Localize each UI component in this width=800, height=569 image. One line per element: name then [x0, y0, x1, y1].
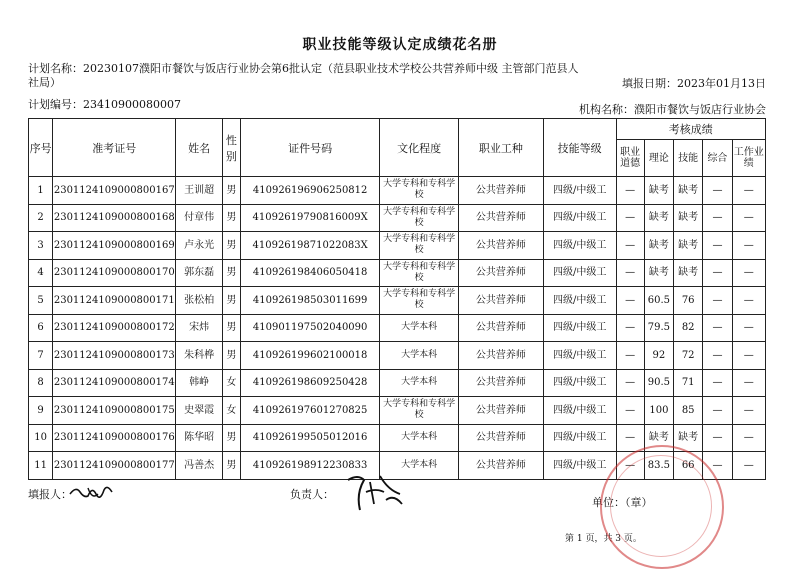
- cell-exam-no: 2301124109000800174: [53, 369, 176, 397]
- table-row: [29, 314, 766, 342]
- cell-work: —: [732, 342, 765, 370]
- cell-education: 大学专科和专科学校: [380, 397, 459, 425]
- cell-gender: 男: [222, 204, 240, 232]
- header-skill: 技能: [674, 140, 703, 177]
- cell-seq: 5: [29, 287, 53, 315]
- unit-seal-label: 单位：（章）: [592, 496, 653, 509]
- official-seal-stamp: [600, 445, 724, 569]
- cell-gender: 女: [222, 369, 240, 397]
- fill-date: 填报日期：2023年01月13日: [622, 77, 766, 90]
- cell-theory: 缺考: [644, 177, 673, 205]
- cell-ethics: —: [616, 259, 644, 287]
- cell-level: 四级/中级工: [543, 342, 616, 370]
- cell-id-no: 410926196906250812: [240, 177, 379, 205]
- header-work: 工作业绩: [732, 140, 765, 177]
- cell-overall: —: [703, 369, 732, 397]
- cell-exam-no: 2301124109000800170: [53, 259, 176, 287]
- cell-work: —: [732, 259, 765, 287]
- cell-ethics: —: [616, 314, 644, 342]
- seal-inner-ring: [610, 455, 712, 557]
- cell-skill: 66: [674, 452, 703, 480]
- cell-name: 史翠霞: [176, 397, 222, 425]
- cell-work: —: [732, 204, 765, 232]
- cell-gender: 女: [222, 397, 240, 425]
- cell-occupation: 公共营养师: [459, 452, 544, 480]
- cell-seq: 8: [29, 369, 53, 397]
- cell-seq: 11: [29, 452, 53, 480]
- cell-level: 四级/中级工: [543, 452, 616, 480]
- cell-level: 四级/中级工: [543, 314, 616, 342]
- cell-skill: 82: [674, 314, 703, 342]
- cell-gender: 男: [222, 287, 240, 315]
- document-title: 职业技能等级认定成绩花名册: [302, 37, 498, 53]
- cell-exam-no: 2301124109000800167: [53, 177, 176, 205]
- cell-occupation: 公共营养师: [459, 204, 544, 232]
- cell-name: 冯善杰: [176, 452, 222, 480]
- cell-level: 四级/中级工: [543, 369, 616, 397]
- cell-work: —: [732, 287, 765, 315]
- cell-ethics: —: [616, 177, 644, 205]
- cell-work: —: [732, 452, 765, 480]
- cell-seq: 4: [29, 259, 53, 287]
- page-indicator: 第 1 页，共 3 页。: [565, 534, 642, 544]
- cell-gender: 男: [222, 177, 240, 205]
- cell-skill: 76: [674, 287, 703, 315]
- cell-exam-no: 2301124109000800177: [53, 452, 176, 480]
- cell-id-no: 41092619790816009X: [240, 204, 379, 232]
- cell-theory: 缺考: [644, 424, 673, 452]
- cell-occupation: 公共营养师: [459, 287, 544, 315]
- cell-education: 大学本科: [380, 452, 459, 480]
- header-id-no: 证件号码: [240, 119, 379, 177]
- cell-theory: 60.5: [644, 287, 673, 315]
- cell-occupation: 公共营养师: [459, 424, 544, 452]
- cell-skill: 缺考: [674, 204, 703, 232]
- cell-exam-no: 2301124109000800172: [53, 314, 176, 342]
- cell-ethics: —: [616, 424, 644, 452]
- cell-seq: 1: [29, 177, 53, 205]
- responsible-label: 负责人：: [290, 488, 334, 501]
- header-seq: 序号: [29, 119, 53, 177]
- header-level: 技能等级: [543, 119, 616, 177]
- header-theory: 理论: [644, 140, 673, 177]
- cell-name: 王训超: [176, 177, 222, 205]
- cell-theory: 92: [644, 342, 673, 370]
- cell-seq: 6: [29, 314, 53, 342]
- cell-education: 大学本科: [380, 314, 459, 342]
- cell-occupation: 公共营养师: [459, 397, 544, 425]
- cell-ethics: —: [616, 232, 644, 260]
- cell-occupation: 公共营养师: [459, 232, 544, 260]
- cell-id-no: 410926198406050418: [240, 259, 379, 287]
- cell-id-no: 410926198503011699: [240, 287, 379, 315]
- cell-level: 四级/中级工: [543, 232, 616, 260]
- table-row: [29, 287, 766, 315]
- cell-level: 四级/中级工: [543, 397, 616, 425]
- cell-id-no: 410926198609250428: [240, 369, 379, 397]
- cell-overall: —: [703, 452, 732, 480]
- header-education: 文化程度: [380, 119, 459, 177]
- table-row: [29, 204, 766, 232]
- header-occupation: 职业工种: [459, 119, 544, 177]
- cell-theory: 缺考: [644, 232, 673, 260]
- cell-name: 卢永光: [176, 232, 222, 260]
- cell-gender: 男: [222, 259, 240, 287]
- cell-theory: 缺考: [644, 259, 673, 287]
- cell-gender: 男: [222, 424, 240, 452]
- plan-number: 计划编号：23410900080007: [28, 98, 181, 111]
- cell-education: 大学专科和专科学校: [380, 232, 459, 260]
- cell-id-no: 41092619871022083X: [240, 232, 379, 260]
- cell-occupation: 公共营养师: [459, 314, 544, 342]
- header-overall: 综合: [703, 140, 732, 177]
- cell-occupation: 公共营养师: [459, 259, 544, 287]
- cell-id-no: 410926197601270825: [240, 397, 379, 425]
- cell-overall: —: [703, 232, 732, 260]
- cell-id-no: 410926199602100018: [240, 342, 379, 370]
- cell-id-no: 410926199505012016: [240, 424, 379, 452]
- cell-ethics: —: [616, 287, 644, 315]
- cell-name: 宋炜: [176, 314, 222, 342]
- cell-occupation: 公共营养师: [459, 369, 544, 397]
- cell-education: 大学本科: [380, 342, 459, 370]
- cell-theory: 100: [644, 397, 673, 425]
- cell-work: —: [732, 424, 765, 452]
- filler-signature-image: [66, 480, 116, 504]
- cell-skill: 71: [674, 369, 703, 397]
- cell-ethics: —: [616, 204, 644, 232]
- cell-gender: 男: [222, 452, 240, 480]
- cell-exam-no: 2301124109000800173: [53, 342, 176, 370]
- plan-name: 计划名称：20230107濮阳市餐饮与饭店行业协会第6批认定（范县职业技术学校公共营养师中级 主管部门范县人社局）: [28, 62, 579, 89]
- cell-skill: 缺考: [674, 177, 703, 205]
- cell-overall: —: [703, 314, 732, 342]
- table-row: [29, 232, 766, 260]
- cell-ethics: —: [616, 452, 644, 480]
- cell-occupation: 公共营养师: [459, 342, 544, 370]
- cell-name: 付章伟: [176, 204, 222, 232]
- cell-seq: 3: [29, 232, 53, 260]
- table-row: [29, 259, 766, 287]
- cell-education: 大学本科: [380, 369, 459, 397]
- cell-name: 陈华昭: [176, 424, 222, 452]
- cell-name: 韩峥: [176, 369, 222, 397]
- cell-overall: —: [703, 177, 732, 205]
- cell-overall: —: [703, 287, 732, 315]
- header-exam-no: 准考证号: [53, 119, 176, 177]
- table-row: [29, 369, 766, 397]
- cell-level: 四级/中级工: [543, 424, 616, 452]
- cell-occupation: 公共营养师: [459, 177, 544, 205]
- cell-overall: —: [703, 342, 732, 370]
- cell-skill: 85: [674, 397, 703, 425]
- cell-theory: 缺考: [644, 204, 673, 232]
- cell-ethics: —: [616, 397, 644, 425]
- cell-level: 四级/中级工: [543, 204, 616, 232]
- cell-education: 大学专科和专科学校: [380, 287, 459, 315]
- cell-theory: 90.5: [644, 369, 673, 397]
- responsible-signature-image: [340, 470, 410, 516]
- cell-overall: —: [703, 397, 732, 425]
- cell-level: 四级/中级工: [543, 259, 616, 287]
- cell-name: 郭东磊: [176, 259, 222, 287]
- cell-overall: —: [703, 424, 732, 452]
- cell-work: —: [732, 314, 765, 342]
- cell-gender: 男: [222, 232, 240, 260]
- table-row: [29, 177, 766, 205]
- cell-skill: 72: [674, 342, 703, 370]
- header-gender: 性别: [222, 119, 240, 177]
- cell-gender: 男: [222, 342, 240, 370]
- cell-seq: 10: [29, 424, 53, 452]
- cell-work: —: [732, 369, 765, 397]
- cell-education: 大学本科: [380, 424, 459, 452]
- cell-level: 四级/中级工: [543, 287, 616, 315]
- score-roster-table: [28, 118, 766, 480]
- cell-skill: 缺考: [674, 232, 703, 260]
- filler-label: 填报人：: [28, 488, 72, 501]
- cell-work: —: [732, 232, 765, 260]
- cell-exam-no: 2301124109000800175: [53, 397, 176, 425]
- cell-skill: 缺考: [674, 424, 703, 452]
- organization-name: 机构名称：濮阳市餐饮与饭店行业协会: [579, 103, 766, 116]
- cell-education: 大学专科和专科学校: [380, 204, 459, 232]
- cell-work: —: [732, 177, 765, 205]
- cell-gender: 男: [222, 314, 240, 342]
- cell-theory: 79.5: [644, 314, 673, 342]
- cell-seq: 2: [29, 204, 53, 232]
- cell-overall: —: [703, 204, 732, 232]
- cell-id-no: 410926198912230833: [240, 452, 379, 480]
- cell-id-no: 410901197502040090: [240, 314, 379, 342]
- cell-exam-no: 2301124109000800176: [53, 424, 176, 452]
- cell-seq: 7: [29, 342, 53, 370]
- table-row: [29, 397, 766, 425]
- cell-name: 张松柏: [176, 287, 222, 315]
- cell-seq: 9: [29, 397, 53, 425]
- table-row: [29, 342, 766, 370]
- cell-exam-no: 2301124109000800168: [53, 204, 176, 232]
- header-scores: 考核成绩: [616, 119, 765, 140]
- cell-exam-no: 2301124109000800169: [53, 232, 176, 260]
- cell-name: 朱科桦: [176, 342, 222, 370]
- cell-skill: 缺考: [674, 259, 703, 287]
- cell-theory: 83.5: [644, 452, 673, 480]
- cell-education: 大学专科和专科学校: [380, 177, 459, 205]
- cell-education: 大学专科和专科学校: [380, 259, 459, 287]
- cell-work: —: [732, 397, 765, 425]
- cell-overall: —: [703, 259, 732, 287]
- header-name: 姓名: [176, 119, 222, 177]
- header-ethics: 职业道德: [616, 140, 644, 177]
- cell-level: 四级/中级工: [543, 177, 616, 205]
- cell-exam-no: 2301124109000800171: [53, 287, 176, 315]
- cell-ethics: —: [616, 369, 644, 397]
- cell-ethics: —: [616, 342, 644, 370]
